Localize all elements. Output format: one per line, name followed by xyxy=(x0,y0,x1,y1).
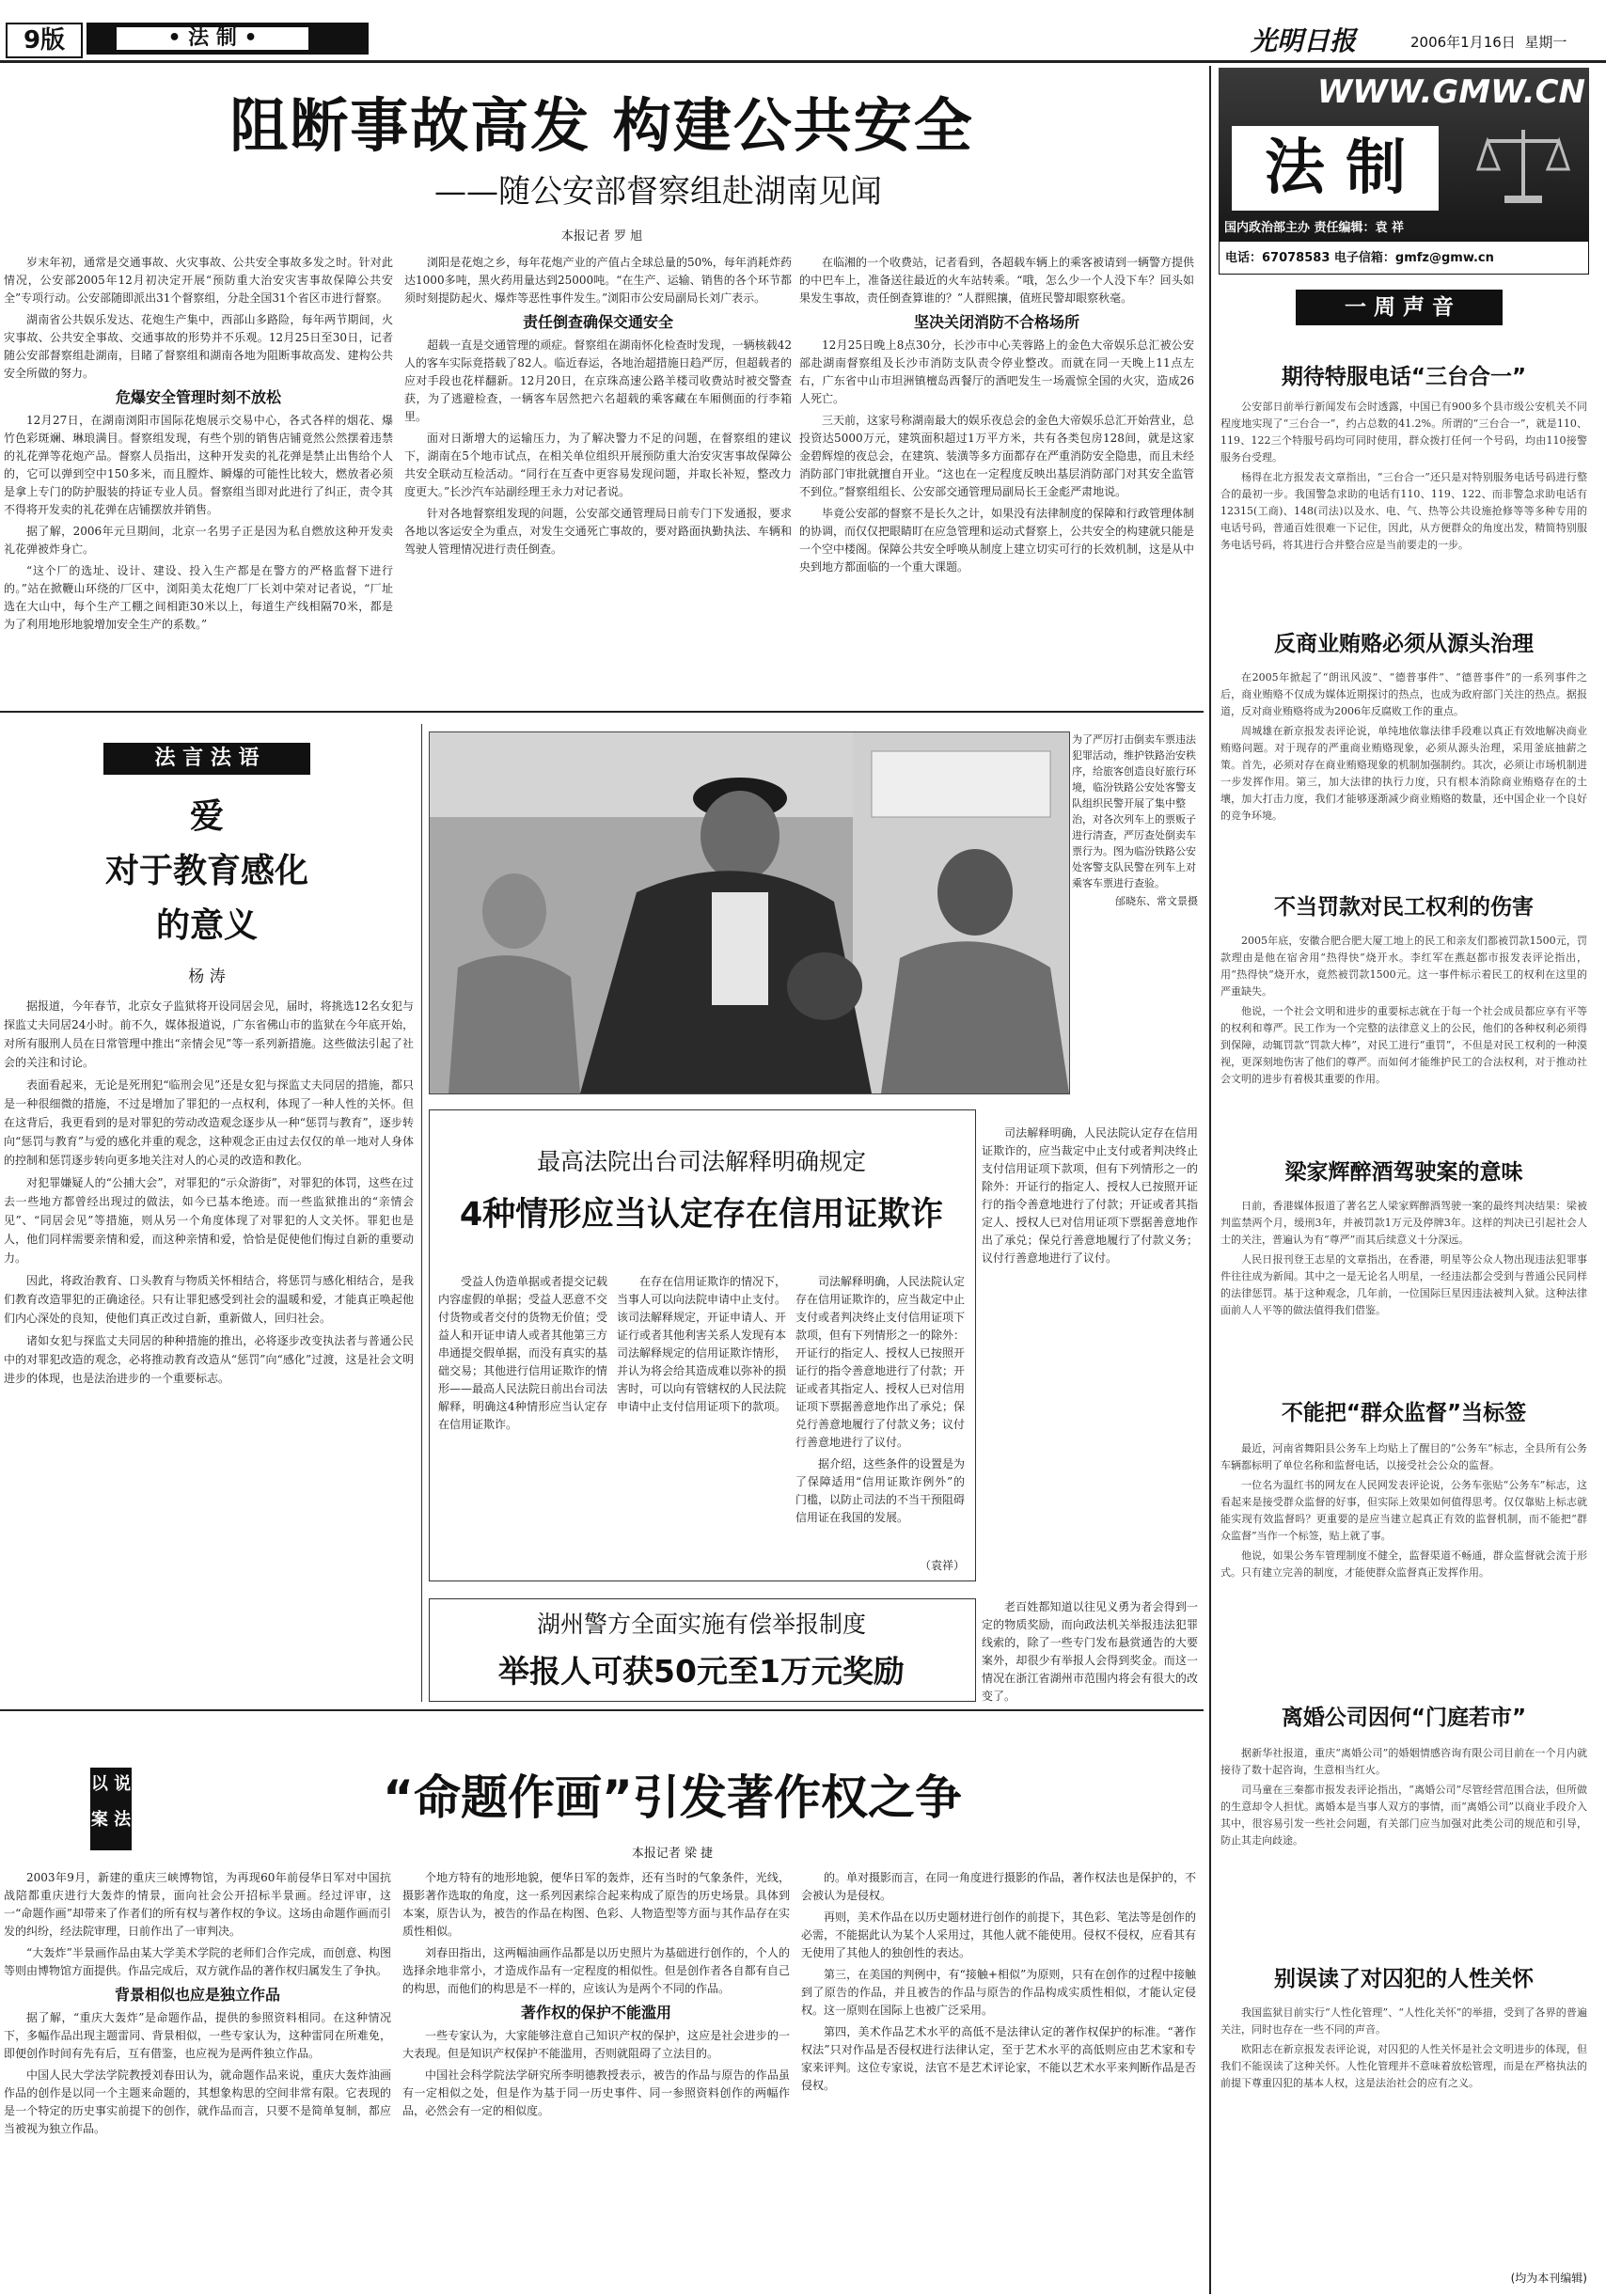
lead-s4-p2: 三天前，这家号称湖南最大的娱乐夜总会的金色大帝娱乐总汇开始营业，总投资达5000万元，建筑面积超过1万平方米，共有各类包房128间，就是这家金碧辉煌的夜总会，在建筑、装潢等多方面都存在严重消防安全隐患，而且未经消防部门审批就擅自开业。“这也在一定程度反映出基层消防部门对其安全监管不到位。”督察组组长、公安部交通管理局副局长王金彪严肃地说。 xyxy=(799,414,1194,498)
story4-c2-p4: 中国社会科学院法学研究所李明德教授表示，被告的作品与原告的作品虽有一定相似之处，但是作为基于同一历史事件、同一参照资料创作的两幅作品，必然会有一定的相似度。 xyxy=(402,2068,790,2117)
sidebar-item-2-p2: 周城雄在新京报发表评论说，单纯地依靠法律手段难以真正有效地解决商业贿赂问题。对于现存的严重商业贿赂现象，必须从源头治理，采用釜底抽薪之策。首先，必须对存在商业贿赂现象的机制加强制约。其次，必须让市场机制进一步发挥作用。第三，加大法律的执行力度，只有根本消除商业贿赂存在的土壤，加大打击力度，我们才能够逐渐减少商业贿赂的数量，还中国企业一个良好的竞争环境。 xyxy=(1220,725,1587,822)
weekday-text: 星期一 xyxy=(1524,34,1567,51)
sidebar-item-3-title: 不当罚款对民工权利的伤害 xyxy=(1274,895,1534,920)
essay-author: 杨 涛 xyxy=(188,967,226,986)
essay-p2: 表面看起来，无论是死刑犯“临刑会见”还是女犯与探监丈夫同居的措施，都只是一种很细微的措施，不过是增加了罪犯的一点权利，体现了一种人性的关怀。但在这背后，我更看到的是对罪犯的劳动改造观念逐步从一种“惩罚与教育”，逐步转向“惩罚与教育”与爱的感化并重的观念，这种观念正由过去仅仅的单一地对人身体的控制和惩罚逐步转向更多地关注对人的心灵的改造和教化。 xyxy=(4,1078,414,1167)
story3-kicker: 湖州警方全面实施有偿举报制度 xyxy=(536,1611,866,1638)
story4-c2-p1: 个地方特有的地形地貌，便华日军的轰炸，还有当时的气象条件，光线，摄影著作选取的角度，这一系列因素综合起来构成了原告的历史场景。具体到本案，原告认为，被告的作品在构图、色彩、人物造型等方面与其作品存在实质性相似。 xyxy=(402,1871,790,1938)
lead-byline: 本报记者 罗 旭 xyxy=(560,229,643,244)
story4-label xyxy=(90,1768,132,1850)
lead-column-2 xyxy=(404,254,792,696)
sidebar-item-2-p1: 在2005年掀起了“朗讯风波”、“德普事件”、“德普事件”的一系列事件之后，商业贿赂不仅成为媒体近期探讨的热点，也成为政府部门关注的热点。据报道，反对商业贿赂将成为2006年反腐败工作的重点。 xyxy=(1220,671,1587,717)
sidebar-item-7-p2: 欧阳志在新京报发表评论说，对囚犯的人性关怀是社会文明进步的体现，但我们不能误读了这种关怀。人性化管理并不意味着放松管理，而是在严格执法的前提下尊重囚犯的基本人权，这是法治社会的应有之义。 xyxy=(1220,2043,1587,2089)
story2-side-col xyxy=(982,1124,1198,1576)
sidebar-item-6-title: 离婚公司因何“门庭若市” xyxy=(1281,1706,1527,1730)
sidebar-item-7-body xyxy=(1220,2005,1587,2262)
essay-p5: 诸如女犯与探监丈夫同居的种种措施的推出，必将逐步改变执法者与普通公民中的对罪犯改造的观念，必将推动教育改造从“惩罚”向“感化”过渡，这是社会文明进步的体现，也是法治进步的一个重要标志。 xyxy=(4,1334,414,1385)
sidebar-item-7-title: 别误读了对囚犯的人性关怀 xyxy=(1274,1967,1534,1991)
sidebar-item-5-p2: 一位名为温红书的网友在人民网发表评论说，公务车张贴“公务车”标志，这看起来是接受群众监督的好事，但实际上效果如何值得思考。仅仅靠贴上标志就能实现有效监督吗？更重要的是应当建立起真正有效的监督机制，而不能把“群众监督”当作一个标签，贴上就了事。 xyxy=(1220,1479,1587,1542)
story4-c3-p3: 第三，在美国的判例中，有“接触+相似”为原则，只有在创作的过程中接触到了原告的作品，并且被告的作品与原告的作品构成实质性相似，才能认定侵权。这一原则在国际上也被广泛采用。 xyxy=(801,1968,1196,2017)
sidebar-item-1-p1: 公安部日前举行新闻发布会时透露，中国已有900多个县市级公安机关不同程度地实现了“三台合一”，约占总数的41.2%。所谓的“三台合一”，就是110、119、122三个特服号码均可同时使用，群众拨打任何一个号码，均由110接警服务台受理。 xyxy=(1220,401,1587,464)
story4-c3-p4: 第四，美术作品艺术水平的高低不是法律认定的著作权保护的标准。“著作权法”只对作品是否侵权进行法律认定，至于艺术水平的高低则应由艺术家和专家来评判。这位专家说，法官不是艺术评论家，不能以艺术水平来判断作品是否侵权。 xyxy=(801,2025,1196,2092)
lead-s4-p1: 12月25日晚上8点30分，长沙市中心芙蓉路上的金色大帝娱乐总汇被公安部赴湖南督察组及长沙市消防支队责令停业整改。而就在同一天晚上11点左右，广东省中山市坦洲镇檀岛西餐厅的酒吧发生一场震惊全国的火灾，造成26人死亡。 xyxy=(799,338,1194,405)
story4-label-top: 以 说 xyxy=(90,1774,132,1794)
story3-headline: 举报人可获50元至1万元奖励 xyxy=(498,1653,905,1690)
story4-c1-p3: 据了解，“重庆大轰炸”是命题作品，提供的参照资料相同。在这种情况下，多幅作品出现主题雷同、背景相似，一些专家认为，这种雷同在所难免，即便创作时间有先有后，互有借鉴，也应视为是两件独立作品。 xyxy=(4,2011,391,2060)
essay-p3: 对犯罪嫌疑人的“公捕大会”，对罪犯的“示众游街”，对罪犯的体罚，这些在过去一些地方都曾经出现过的做法，如今已基本绝迹。而一些监狱推出的“亲情会见”、“同居会见”等措施，则从另一个角度体现了对罪犯的人文关怀。罪犯也是人，他们同样需要亲情和爱，而这种亲情和爱，恰恰是促使他们悔过自新的重要动力。 xyxy=(4,1176,414,1265)
lead-s2-p1: 超载一直是交通管理的顽症。督察组在湖南怀化检查时发现，一辆核载42人的客车实际竟搭载了82人。临近春运，各地治超措施日趋严厉，但超载者的应对手段也花样翻新。12月20日，在京珠高速公路羊楼司收费站时被交警查获，为了逃避检查，一辆客车居然把六名超载的乘客藏在车厢侧面的行李箱里。 xyxy=(404,338,792,423)
sidebar-item-6-p1: 据新华社报道，重庆“离婚公司”的婚姻情感咨询有限公司目前在一个月内就接待了数十起咨询，生意相当红火。 xyxy=(1220,1747,1587,1776)
story4-col-1 xyxy=(4,1869,391,2292)
middle-bottom-rule xyxy=(0,1709,1204,1711)
sidebar-item-3-p1: 2005年底，安徽合肥合肥大厦工地上的民工和亲友们都被罚款1500元，罚款理由是他在宿舍用“热得快”烧开水。李红军在燕赵都市报发表评论指出，用“热得快”烧开水，竟然被罚款1500元。这一事件标示着民工的权利在这里的严重缺失。 xyxy=(1220,935,1587,998)
essay-p4: 因此，将政治教育、口头教育与物质关怀相结合，将惩罚与感化相结合，是我们教育改造罪犯的正确途径。只有让罪犯感受到社会的温暖和爱，才能真正唤起他们内心深处的良知，使他们真正改过自新，重新做人，回归社会。 xyxy=(4,1274,414,1325)
story2-side-text: 司法解释明确，人民法院认定存在信用证欺诈的，应当裁定中止支付或者判决终止支付信用证项下款项，但有下列情形之一的除外：开证行的指定人、授权人已按照开证行的指令善意地进行了付款；开证或者其指定人、授权人已对信用证项下票据善意地作出了承兑；保兑行善意地履行了付款义务；议付行善意地进行了议付。 xyxy=(982,1126,1198,1265)
sidebar-item-5-body xyxy=(1220,1440,1587,1689)
sidebar-contact-text: 电话：67078583 电子信箱：gmfz@gmw.cn xyxy=(1225,251,1494,265)
essay-label xyxy=(103,743,310,775)
lead-s1-p1: 12月27日，在湖南浏阳市国际花炮展示交易中心，各式各样的烟花、爆竹色彩斑斓、琳琅满目。督察组发现，有些个别的销售店铺竟然公然摆着违禁的礼花弹等花炮产品。督察人员指出，这种开发卖的礼花弹是禁止出售给个人的，它可以弹到空中150多米，而且膛炸、瞬爆的可能性比较大，燃放者必须是拿上专门的防护服装的持证专业人员。督察组当即对此进行了纠正，责令其不得将开发卖的礼花弹在店铺摆放并销售。 xyxy=(4,414,393,516)
essay-title-line-3: 的意义 xyxy=(155,906,258,945)
story4-c3-p2: 再则，美术作品在以历史题材进行创作的前提下，其色彩、笔法等是创作的必需，不能据此认为某个人采用过，其他人就不能使用。侵权不侵权，应看其有无使用了其他人的独创性的表达。 xyxy=(801,1911,1196,1959)
sidebar-item-2-title: 反商业贿赂必须从源头治理 xyxy=(1274,632,1534,656)
story4-c2-p3: 一些专家认为，大家能够注意自己知识产权的保护，这应是社会进步的一大表现。但是知识产权保护不能滥用，否则就阻碍了立法目的。 xyxy=(402,2029,790,2060)
sidebar-item-3-body xyxy=(1220,933,1587,1141)
essay-title-line-2: 对于教育感化 xyxy=(104,852,308,890)
paper-name: 光明日报 xyxy=(1251,25,1357,56)
sidebar-item-1-body xyxy=(1220,399,1587,619)
lead-bottom-rule xyxy=(0,711,1204,713)
lead-s1-p3: “这个厂的选址、设计、建设、投入生产都是在警方的严格监督下进行的。”站在掀鞭山环绕的厂区中，浏阳美太花炮厂厂长刘中荣对记者说，“厂址选在大山中，每个生产工棚之间相距30米以上，每道生产线相隔70米，都是为了利用地形地貌增加安全生产的系数。” xyxy=(4,564,393,631)
sidebar-item-5-p1: 最近，河南省舞阳县公务车上均贴上了醒目的“公务车”标志，全县所有公务车辆都标明了单位名称和监督电话，以接受社会公众的监督。 xyxy=(1220,1442,1587,1471)
sidebar-divider xyxy=(1209,66,1211,2294)
story4-c1-p1: 2003年9月，新建的重庆三峡博物馆，为再现60年前侵华日军对中国抗战陪都重庆进行大轰炸的情景，面向社会公开招标半景画。经过评审，这一“命题作画”却带来了作者们的所有权与著作权的争议。这场由命题作画而引发的纠纷，经法院审理，日前作出了一审判决。 xyxy=(4,1871,391,1938)
weekly-voice-label xyxy=(1296,290,1503,325)
story4-c3-p1: 的。单对摄影而言，在同一角度进行摄影的作品，著作权法也是保护的，不会被认为是侵权。 xyxy=(801,1871,1196,1902)
sidebar-editor-line xyxy=(1219,218,1589,239)
date-text: 2006年1月16日 xyxy=(1410,34,1516,51)
story2-p1: 受益人伪造单据或者提交记载内容虚假的单据；受益人恶意不交付货物或者交付的货物无价值；受益人和开证申请人或者其他第三方串通提交假单据，而没有真实的基础交易；其他进行信用证欺诈的情形——最高人民法院日前出台司法解释，明确这4种情形应当认定存在信用证欺诈。 xyxy=(438,1275,607,1431)
story3-col-1 xyxy=(982,1598,1198,1702)
issue-date xyxy=(1410,32,1567,52)
sidebar-item-6-p2: 司马童在三秦都市报发表评论指出，“离婚公司”尽管经营范围合法，但所做的生意却令人担忧。离婚本是当事人双方的事情，而“离婚公司”以商业手段介入其中，很容易引发一些社会问题，有关部门应当加强对此类公司的规范和引导，防止其走向歧途。 xyxy=(1220,1784,1587,1847)
lead-s3-p1: 在临湘的一个收费站，记者看到，各超载车辆上的乘客被请到一辆警方提供的中巴车上，准备送往最近的火车站转乘。“哦，怎么少一个人没下车？回头如果发生事故，责任倒查算谁的？”人群熙攘，值班民警却眼察秋毫。 xyxy=(799,256,1194,305)
essay-divider xyxy=(421,724,422,1702)
essay-body xyxy=(4,997,414,1692)
sidebar-item-1-p2: 杨得在北方报发表文章指出，“三台合一”还只是对特别服务电话号码进行整合的最初一步。我国警急求助的电话有110、119、122、而非警急求助电话有12315(工商)、148(司法)以及水、电、气、热等公共设施抢修等等多种专用的电话号码，普通百姓很难一下记住，因此，从方便群众的角度出发，精简特别服务电话号码，将其进行合并整合应是当前要走的一步。 xyxy=(1220,471,1587,551)
sidebar-item-2-body xyxy=(1220,669,1587,882)
sidebar-item-4-p2: 人民日报刊登王志星的文章指出，在香港，明星等公众人物出现违法犯罪事件往往成为新闻。其中之一是无论名人明星，一经违法都会受到与普通公民同样的法律惩罚。基于这种观念，几年前，一位国际巨星因违法被判入狱。这种法律面前人人平等的做法值得我们借鉴。 xyxy=(1220,1253,1587,1316)
news-photo xyxy=(429,731,1070,1094)
lead-column-3 xyxy=(799,254,1194,696)
sidebar-section-title xyxy=(1232,126,1439,211)
story2-kicker: 最高法院出台司法解释明确规定 xyxy=(536,1148,866,1175)
weekly-voice-text: 一 周 声 音 xyxy=(1344,295,1455,320)
essay-label-text: 法 言 法 语 xyxy=(154,747,260,770)
lead-subhead-3: 坚决关闭消防不合格场所 xyxy=(913,313,1079,331)
photo-credit: 邰晓东、常文景摄 xyxy=(1115,895,1198,907)
essay-title xyxy=(38,790,376,953)
lead-s1-p2: 据了解，2006年元旦期间，北京一名男子正是因为私自燃放这种开发卖礼花弹被炸身亡。 xyxy=(4,525,393,556)
story2-p2: 在存在信用证欺诈的情况下，当事人可以向法院申请中止支付。该司法解释规定，开证申请人、开证行或者其他利害关系人发现有本司法解释规定的信用证欺诈情形，并认为将会给其造成难以弥补的损害时，可以向有管辖权的人民法院申请中止支付信用证项下的款项。 xyxy=(617,1275,786,1413)
lead-s1-p4: 浏阳是花炮之乡，每年花炮产业的产值占全球总量的50%，每年消耗炸药达1000多吨，黑火药用量达到25000吨。“在生产、运输、销售的各个环节都须时刻提防起火、爆炸等恶性事件发生。”浏阳市公安局副局长刘广表示。 xyxy=(404,256,792,305)
essay-p1: 据报道，今年春节，北京女子监狱将开设同居会见，届时，将挑选12名女犯与探监丈夫同居24小时。前不久，媒体报道说，广东省佛山市的监狱在今年底开始，对所有服刑人员在日常管理中推出“亲情会见”等一系列新措施。这些做法引起了社会的关注和讨论。 xyxy=(4,999,414,1069)
story4-headline: “命题作画”引发著作权之争 xyxy=(383,1770,962,1825)
sidebar-item-4-p1: 日前，香港媒体报道了著名艺人梁家辉醉酒驾驶一案的最终判决结果：梁被判监禁两个月，缓刑3年，并被罚款1万元及停牌3年。这样的判决已引起社会人士的关注，普遍认为有“尊严”而其后续意义十分深远。 xyxy=(1220,1200,1587,1246)
story2-col-2 xyxy=(617,1273,786,1570)
sidebar-section-title-text: 法 制 xyxy=(1264,134,1407,203)
lead-s2-p2: 面对日渐增大的运输压力，为了解决警力不足的问题，在督察组的建议下，湖南在5个地市试点，在相关单位组织开展预防重大治安灾害事故保障公共安全联动互检活动。“同行在互查中更容易发现问题，并取长补短，整改力度更大。”长沙汽车站副经理王永力对记者说。 xyxy=(404,432,792,498)
lead-s4-p3: 毕竟公安部的督察不是长久之计，如果没有法律制度的保障和行政管理体制的协调，而仅仅把眼睛盯在应急管理和运动式督察上，公共安全的构建就只能是一个空中楼阁。保障公共安全呼唤从制度上建立切实可行的长效机制，这是从中央到地方都面临的一个重大课题。 xyxy=(799,507,1194,574)
site-url: WWW.GMW.CN xyxy=(1316,73,1585,111)
sidebar-item-1-title: 期待特服电话“三台合一” xyxy=(1281,365,1527,389)
section-label: • 法 制 • xyxy=(167,26,258,50)
lead-intro-1: 岁末年初，通常是交通事故、火灾事故、公共安全事故多发之时。针对此情况，公安部2005年12月初决定开展“预防重大治安灾害事故保障公共安全”专项行动。公安部随即派出31个督察组，分赴全国31个省区市进行督察。 xyxy=(4,256,393,305)
story4-c2-p2: 刘春田指出，这两幅油画作品都是以历史照片为基础进行创作的，个人的选择余地非常小，才造成作品有一定程度的相似性。但是创作者各自都有自己的构思，而他们的构思是不一样的，应该认为是两个不同的作品。 xyxy=(402,1946,790,1995)
story2-col-1 xyxy=(438,1273,607,1570)
sidebar-item-4-title: 梁家辉醉酒驾驶案的意味 xyxy=(1284,1160,1523,1185)
sidebar-contact-line xyxy=(1219,241,1589,275)
lead-intro-2: 湖南省公共娱乐发达、花炮生产集中，西部山多路险，每年两节期间，火灾事故、公共安全事故、交通事故的形势并不乐观。12月25日至30日，记者随公安部督察组赴湖南，目睹了督察组和湖南各地为阻断事故高发、建构公共安全所做的努力。 xyxy=(4,313,393,380)
lead-s2-p3: 针对各地督察组发现的问题，公安部交通管理局日前专门下发通报，要求各地以客运安全为重点，对发生交通死亡事故的，要对路面执勤执法、车辆和驾驶人管理情况进行责任倒查。 xyxy=(404,507,792,556)
story4-label-bottom: 案 法 xyxy=(90,1810,132,1830)
lead-subhead-1: 危爆安全管理时刻不放松 xyxy=(115,388,281,406)
story2-p4: 据介绍，这些条件的设置是为了保障适用“信用证欺诈例外”的门槛，以防止司法的不当干预阻碍信用证在我国的发展。 xyxy=(795,1457,965,1524)
story4-subhead-1: 背景相似也应是独立作品 xyxy=(114,1986,280,2004)
lead-subheadline: ——随公安部督察组赴湖南见闻 xyxy=(434,173,882,211)
sidebar-editor-text: 国内政治部主办 责任编辑：袁 祥 xyxy=(1224,221,1405,235)
story2-headline: 4种情形应当认定存在信用证欺诈 xyxy=(459,1196,944,1234)
story3-p1: 老百姓都知道以往见义勇为者会得到一定的物质奖励，而向政法机关举报违法犯罪线索的，除了一些专门发布悬赏通告的大要案外，却很少有举报人会得到奖金。而这一情况在浙江省湖州市范围内将会有很大的改变了。 xyxy=(982,1600,1198,1702)
sidebar-editor-note: (均为本刊编辑) xyxy=(1510,2272,1587,2285)
lead-column-1 xyxy=(4,254,393,696)
story4-subhead-2: 著作权的保护不能滥用 xyxy=(520,2004,671,2021)
lead-headline: 阻断事故高发 构建公共安全 xyxy=(229,91,974,160)
scales-icon xyxy=(1476,122,1570,207)
sidebar-item-5-title: 不能把“群众监督”当标签 xyxy=(1281,1401,1527,1425)
page-number: 9版 xyxy=(23,26,66,55)
story4-col-3 xyxy=(801,1869,1196,2292)
sidebar-item-3-p2: 他说，一个社会文明和进步的重要标志就在于每一个社会成员都应享有平等的权利和尊严。民工作为一个完整的法律意义上的公民，他们的各种权利必须得到保障，动辄罚款“罚款大棒”，对民工进行“重罚”，不但是对民工权利的一种漠视，更深刻地伤害了他们的尊严。而如何才能维护民工的合法权利，对于推动社会文明的进步有着极其重要的作用。 xyxy=(1220,1005,1587,1085)
sidebar-item-5-p3: 他说，如果公务车管理制度不健全，监督渠道不畅通，群众监督就会流于形式。只有建立完善的制度，才能使群众监督真正发挥作用。 xyxy=(1220,1549,1587,1579)
section-banner-inner xyxy=(117,27,308,50)
sidebar-item-7-p1: 我国监狱目前实行“人性化管理”、“人性化关怀”的举措，受到了各界的普遍关注，同时也存在一些不同的声音。 xyxy=(1220,2006,1587,2036)
story4-col-2 xyxy=(402,1869,790,2292)
lead-subhead-2: 责任倒查确保交通安全 xyxy=(522,313,673,331)
story2-col-3 xyxy=(795,1273,965,1555)
story2-p3: 司法解释明确，人民法院认定存在信用证欺诈的，应当裁定中止支付或者判决终止支付信用证项下款项，但有下列情形之一的除外：开证行的指定人、授权人已按照开证行的指令善意地进行了付款；开证或者其指定人、授权人已对信用证项下票据善意地作出了承兑；保兑行善意地履行了付款义务；议付行善意地进行了议付。 xyxy=(795,1275,965,1449)
photo-illustration xyxy=(430,732,1069,1093)
sidebar-item-4-body xyxy=(1220,1198,1587,1380)
story4-c1-p2: “大轰炸”半景画作品由某大学美术学院的老师们合作完成，而创意、构图等则由博物馆方面提供。作品完成后，双方就作品的著作权归属发生了争执。 xyxy=(4,1946,391,1977)
sidebar-item-6-body xyxy=(1220,1745,1587,1948)
story4-byline: 本报记者 梁 捷 xyxy=(631,1847,714,1861)
page-number-box xyxy=(6,23,83,58)
story2-credit: （袁祥） xyxy=(919,1559,965,1572)
photo-caption-text: 为了严厉打击倒卖车票违法犯罪活动，维护铁路治安秩序，给旅客创造良好旅行环境，临汾铁路公安处客警支队组织民警开展了集中整治，对各次列车上的票贩子进行清查，严厉查处倒卖车票行为。图为临汾铁路公安处客警支队民警在列车上对乘客车票进行查验。 xyxy=(1072,733,1196,889)
story4-c1-p4: 中国人民大学法学院教授刘春田认为，就命题作品来说，重庆大轰炸油画作品的创作是以同一个主题来命题的，其想象构思的空间非常有限。它表现的是一个特定的历史事实前提下的创作，就作品而言，只要不是简单复制，都应当被视为独立作品。 xyxy=(4,2068,391,2135)
essay-title-line-1: 爱 xyxy=(189,797,224,836)
photo-caption xyxy=(1072,731,1198,1093)
masthead-rule xyxy=(0,60,1606,63)
